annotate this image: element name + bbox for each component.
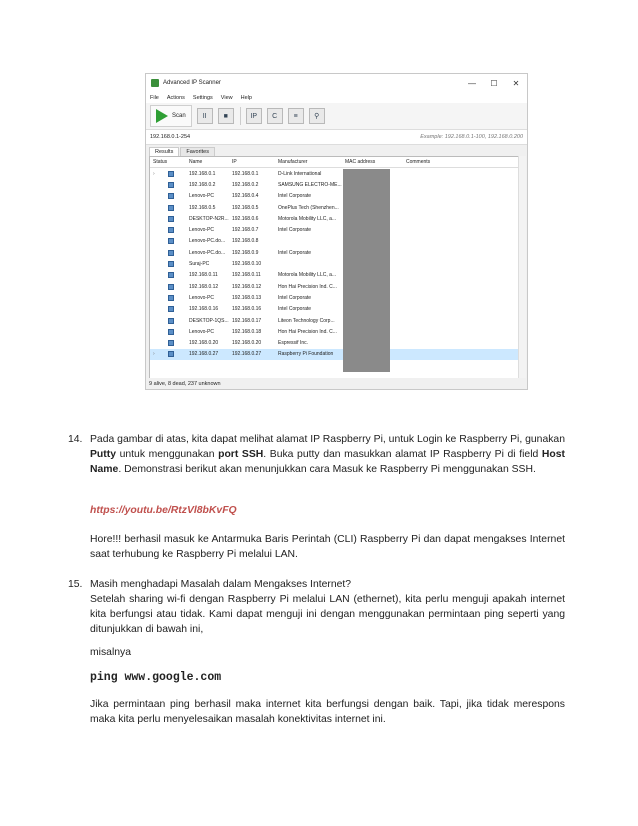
name-cell: 192.168.0.16 <box>189 306 219 313</box>
name-cell: 192.168.0.5 <box>189 204 216 211</box>
name-cell: Lenovo-PC <box>189 193 215 200</box>
ip-class-icon[interactable]: IP <box>246 108 262 124</box>
computer-icon <box>168 171 174 177</box>
computer-icon <box>168 205 174 211</box>
ip-cell: 192.168.0.9 <box>232 249 259 256</box>
play-icon <box>156 109 168 123</box>
status-bar <box>146 378 528 389</box>
status-cell <box>150 295 189 301</box>
status-cell <box>150 261 189 267</box>
col-name[interactable]: Name <box>189 159 203 165</box>
computer-icon <box>168 238 174 244</box>
ip-cell: 192.168.0.11 <box>232 272 261 279</box>
hore-text: Hore!!! berhasil masuk ke Antarmuka Baris Perintah (CLI) Raspberry Pi dan dapat mengakses Internet saat terhubung ke Raspberry Pi melalui LAN. <box>90 534 565 560</box>
ip-cell: 192.168.0.5 <box>232 204 259 211</box>
app-icon <box>151 79 159 87</box>
result-text: Jika permintaan ping berhasil maka internet kita berfungsi dengan baik. Tapi, jika tidak merespons maka kita perlu menyelesaikan masalah konektivitas internet ini. <box>90 699 565 725</box>
status-cell <box>150 306 189 312</box>
misalnya-text: misalnya <box>90 647 131 658</box>
manufacturer-cell: SAMSUNG ELECTRO-ME... <box>278 181 342 188</box>
menu-file[interactable]: File <box>150 94 159 101</box>
status-cell <box>150 250 189 256</box>
name-cell: 192.168.0.1 <box>189 170 216 177</box>
stop-icon[interactable]: ■ <box>218 108 234 124</box>
manufacturer-cell: Espressif Inc. <box>278 340 309 347</box>
expand-arrow-icon[interactable]: › <box>153 170 155 177</box>
ip-range-field[interactable] <box>146 130 527 145</box>
command-block <box>90 670 565 685</box>
name-cell: Lenovo-PC.do... <box>189 238 226 245</box>
computer-icon <box>168 318 174 324</box>
manufacturer-cell: Intel Corporate <box>278 227 312 234</box>
computer-icon <box>168 284 174 290</box>
computer-icon <box>168 193 174 199</box>
item-15-body: Setelah sharing wi-fi dengan Raspberry Pi melalui LAN (ethernet), kita perlu menguji apakah internet kita berfungsi atau tidak. Kami dapat menguji ini dengan menggunakan permintaan ping seperti yang ditunjukkan di bawah ini, <box>90 594 565 635</box>
table-row[interactable] <box>150 349 520 360</box>
window-title: Advanced IP Scanner <box>163 80 221 86</box>
ip-cell: 192.168.0.7 <box>232 227 259 234</box>
computer-icon <box>168 227 174 233</box>
status-cell <box>150 318 189 324</box>
menu-bar <box>146 92 527 103</box>
toolbar-divider <box>240 107 241 125</box>
ip-cell: 192.168.0.17 <box>232 317 262 324</box>
name-cell: 192.168.0.20 <box>189 340 219 347</box>
putty-bold: Putty <box>90 449 116 460</box>
name-cell: 192.168.0.2 <box>189 181 216 188</box>
table-body <box>150 168 520 360</box>
item-14-number: 14. <box>68 434 83 445</box>
port-ssh-bold: port SSH <box>218 449 264 460</box>
computer-icon <box>168 306 174 312</box>
manufacturer-cell: Intel Corporate <box>278 306 312 313</box>
status-cell <box>150 182 189 188</box>
table-row[interactable] <box>150 337 520 348</box>
status-cell <box>150 351 189 357</box>
computer-icon <box>168 340 174 346</box>
name-cell: Lenovo-PC <box>189 328 215 335</box>
name-cell: DESKTOP-N2R... <box>189 215 229 222</box>
ip-cell: 192.168.0.18 <box>232 328 262 335</box>
ip-cell: 192.168.0.12 <box>232 283 262 290</box>
text-part: . Buka putty dan masukkan alamat IP Raspberry Pi di field <box>263 449 542 460</box>
name-cell: 192.168.0.12 <box>189 283 219 290</box>
table-row[interactable] <box>150 168 520 179</box>
name-cell: Suraj-PC <box>189 261 210 268</box>
item-15-heading: Masih menghadapi Masalah dalam Mengakses Internet? <box>90 579 352 590</box>
subnet-c-icon[interactable]: C <box>267 108 283 124</box>
pause-icon[interactable]: II <box>197 108 213 124</box>
name-cell: 192.168.0.11 <box>189 272 218 279</box>
toolbar <box>146 103 527 130</box>
text-part: untuk menggunakan <box>115 449 219 460</box>
col-comments[interactable]: Comments <box>406 159 431 165</box>
status-cell <box>150 329 189 335</box>
ip-scanner-screenshot <box>145 73 528 390</box>
status-cell <box>150 272 189 278</box>
ip-cell: 192.168.0.16 <box>232 306 262 313</box>
table-row[interactable] <box>150 270 520 281</box>
manufacturer-cell: OnePlus Tech (Shenzhen... <box>278 204 339 211</box>
ip-cell: 192.168.0.4 <box>232 193 259 200</box>
status-text: 9 alive, 8 dead, 237 unknown <box>149 380 221 387</box>
text-part: . Demonstrasi berikut akan menunjukkan cara Masuk ke Raspberry Pi menggunakan SSH. <box>118 464 536 475</box>
text-part: Pada gambar di atas, kita dapat melihat alamat IP Raspberry Pi, untuk Login ke Raspberry Pi, gunakan <box>90 434 565 445</box>
list-icon[interactable]: ≡ <box>288 108 304 124</box>
manufacturer-cell: Hon Hai Precision Ind. C... <box>278 283 337 290</box>
menu-settings[interactable]: Settings <box>192 94 213 101</box>
manufacturer-cell: Intel Corporate <box>278 249 312 256</box>
status-cell <box>150 284 189 290</box>
table-row[interactable] <box>150 281 520 292</box>
ip-cell: 192.168.0.1 <box>232 170 259 177</box>
manufacturer-cell: Raspberry Pi Foundation <box>278 351 334 358</box>
computer-icon <box>168 261 174 267</box>
computer-icon <box>168 295 174 301</box>
status-cell <box>150 193 189 199</box>
col-ip[interactable]: IP <box>232 159 237 165</box>
menu-actions[interactable]: Actions <box>166 94 185 101</box>
table-row[interactable] <box>150 202 520 213</box>
table-row[interactable] <box>150 326 520 337</box>
name-cell: Lenovo-PC <box>189 227 215 234</box>
status-cell <box>150 216 189 222</box>
ip-cell: 192.168.0.20 <box>232 340 262 347</box>
table-header <box>150 157 520 168</box>
status-cell <box>150 340 189 346</box>
tab-favorites[interactable]: Favorites <box>180 147 215 156</box>
name-cell: DESKTOP-1QS... <box>189 317 229 324</box>
ping-command: ping www.google.com <box>90 671 222 684</box>
expand-arrow-icon[interactable]: › <box>153 351 155 358</box>
name-cell: Lenovo-PC.do... <box>189 249 226 256</box>
table-row[interactable] <box>150 236 520 247</box>
item-14 <box>68 432 565 477</box>
computer-icon <box>168 182 174 188</box>
status-cell <box>150 238 189 244</box>
manufacturer-cell: Motorola Mobility LLC, a... <box>278 215 337 222</box>
menu-help[interactable]: Help <box>240 94 252 101</box>
menu-view[interactable]: View <box>220 94 233 101</box>
result-paragraph <box>90 697 565 727</box>
table-row[interactable] <box>150 179 520 190</box>
table-row[interactable] <box>150 304 520 315</box>
item-14-paragraph <box>90 432 565 477</box>
table-row[interactable] <box>150 258 520 269</box>
table-row[interactable] <box>150 315 520 326</box>
tab-results[interactable]: Results <box>149 147 179 156</box>
status-cell <box>150 227 189 233</box>
misalnya-block <box>90 645 565 660</box>
window-titlebar <box>146 74 527 92</box>
ip-cell: 192.168.0.8 <box>232 238 259 245</box>
name-cell: Lenovo-PC <box>189 294 215 301</box>
ip-cell: 192.168.0.10 <box>232 261 262 268</box>
table-row[interactable] <box>150 213 520 224</box>
ip-cell: 192.168.0.13 <box>232 294 262 301</box>
search-icon[interactable]: ⚲ <box>309 108 325 124</box>
col-mac[interactable]: MAC address <box>345 159 376 165</box>
table-row[interactable] <box>150 292 520 303</box>
youtube-link[interactable]: https://youtu.be/RtzVl8bKvFQ <box>90 505 237 516</box>
table-row[interactable] <box>150 247 520 258</box>
result-tabs <box>146 145 527 156</box>
success-paragraph <box>90 532 565 562</box>
computer-icon <box>168 272 174 278</box>
minimize-button[interactable]: — <box>468 78 476 88</box>
ip-range-value: 192.168.0.1-254 <box>150 134 191 140</box>
computer-icon <box>168 351 174 357</box>
video-link-block <box>90 503 565 518</box>
name-cell: 192.168.0.27 <box>189 351 219 358</box>
ip-cell: 192.168.0.2 <box>232 181 259 188</box>
host-name-bold: Host Name <box>90 449 565 475</box>
table-row[interactable] <box>150 224 520 235</box>
manufacturer-cell: Intel Corporate <box>278 193 312 200</box>
ip-range-example: Example: 192.168.0.1-100, 192.168.0.200 <box>420 134 523 140</box>
col-status[interactable]: Status <box>153 159 168 165</box>
computer-icon <box>168 216 174 222</box>
computer-icon <box>168 250 174 256</box>
mac-redaction <box>343 169 390 372</box>
col-manufacturer[interactable]: Manufacturer <box>278 159 308 165</box>
computer-icon <box>168 329 174 335</box>
item-15-number: 15. <box>68 579 83 590</box>
scan-button[interactable] <box>150 105 192 127</box>
status-cell <box>150 205 189 211</box>
manufacturer-cell: Motorola Mobility LLC, a... <box>278 272 337 279</box>
status-cell <box>150 171 189 177</box>
vertical-scrollbar[interactable] <box>518 156 526 378</box>
manufacturer-cell: Hon Hai Precision Ind. C... <box>278 328 337 335</box>
manufacturer-cell: D-Link International <box>278 170 322 177</box>
manufacturer-cell: Liteon Technology Corp... <box>278 317 335 324</box>
close-button[interactable]: ✕ <box>512 78 520 88</box>
ip-cell: 192.168.0.27 <box>232 351 262 358</box>
item-15 <box>68 577 565 637</box>
scan-label: Scan <box>172 113 186 119</box>
ip-cell: 192.168.0.6 <box>232 215 259 222</box>
results-table <box>149 156 521 380</box>
manufacturer-cell: Intel Corporate <box>278 294 312 301</box>
table-row[interactable] <box>150 191 520 202</box>
maximize-button[interactable]: ☐ <box>490 78 498 88</box>
